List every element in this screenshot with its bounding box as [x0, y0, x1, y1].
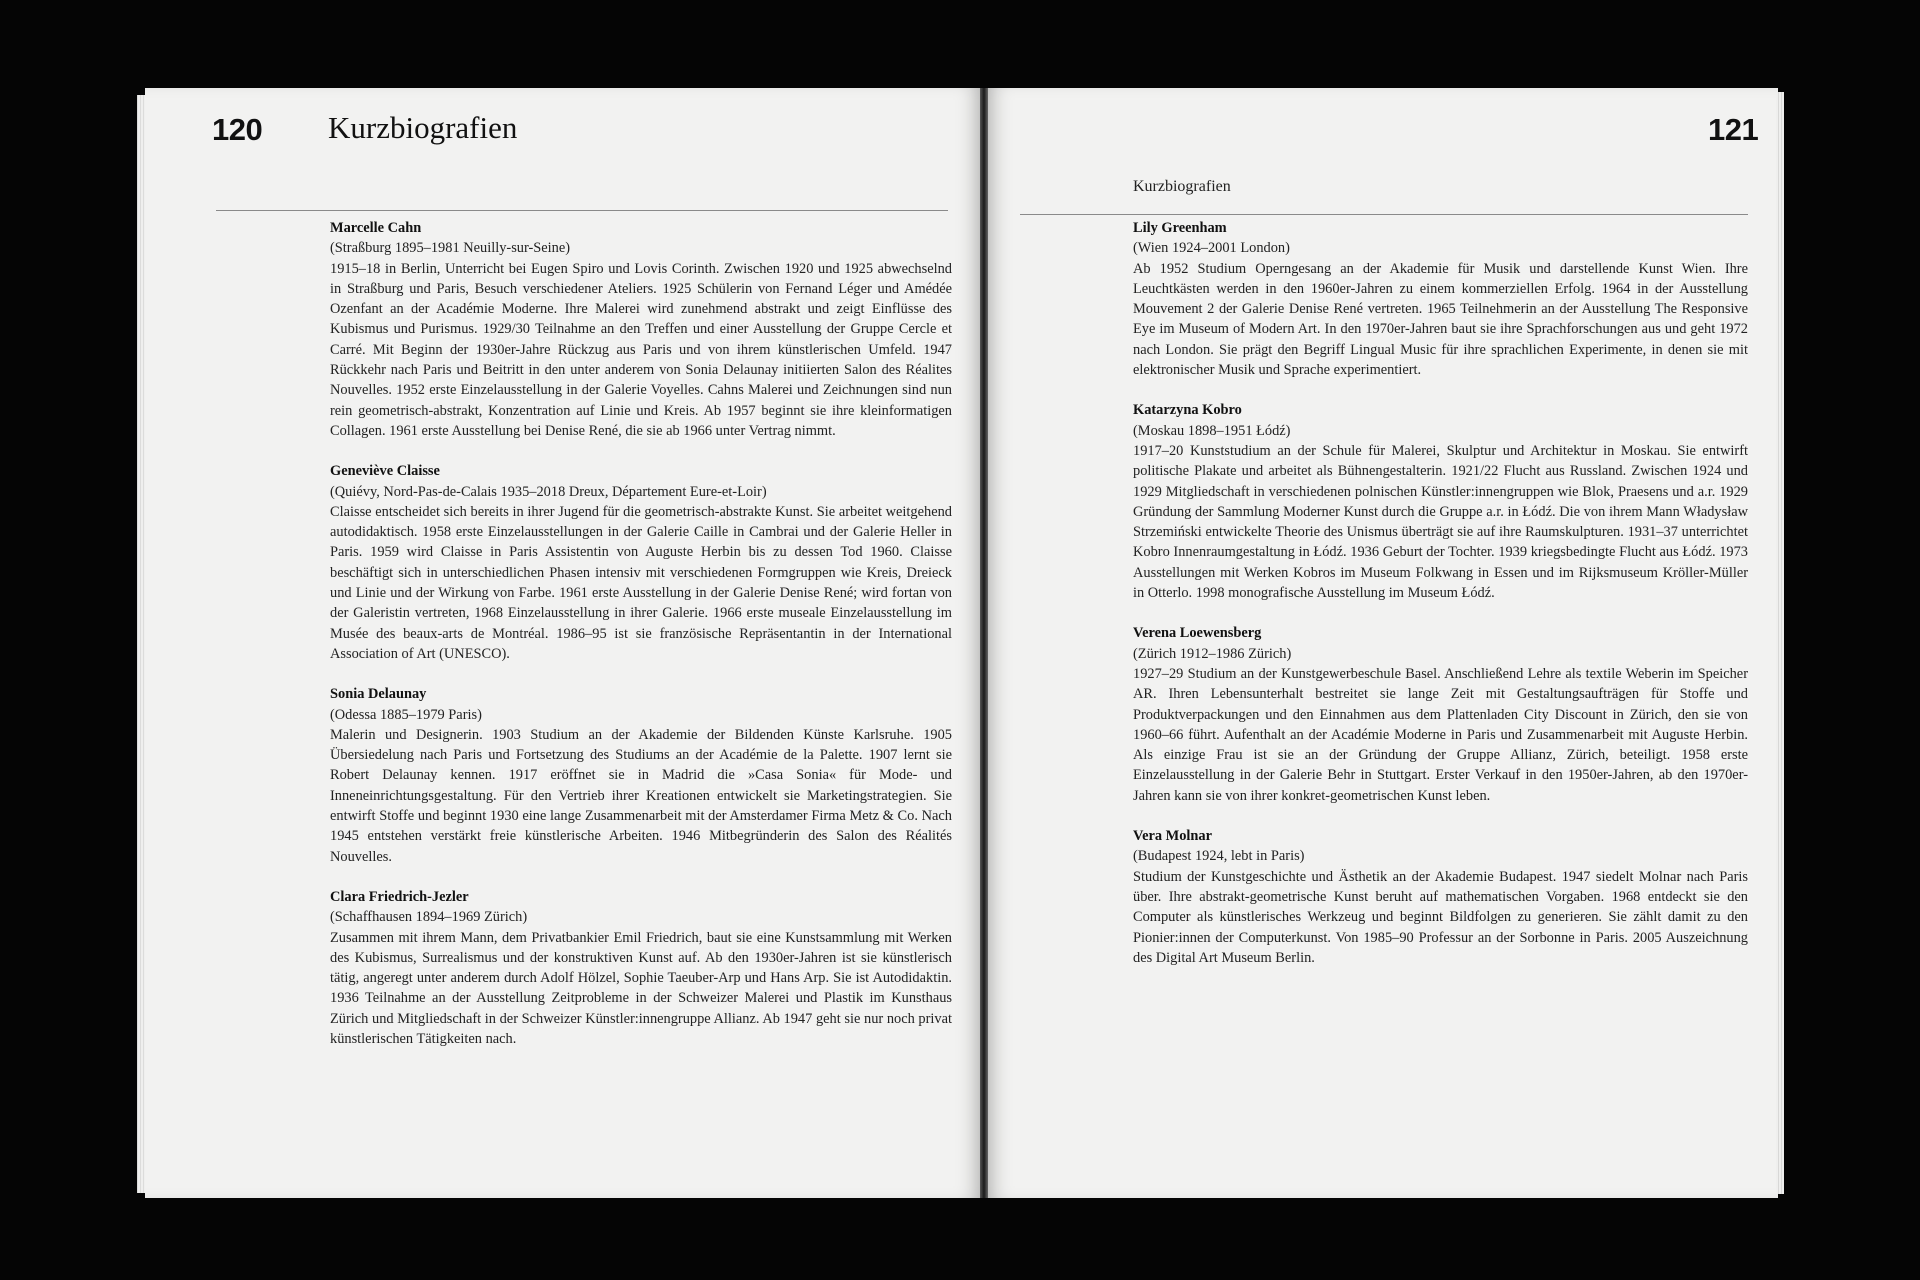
bio-entry-friedrich-jezler [330, 887, 952, 1049]
bio-text: Claisse entscheidet sich bereits in ihrer Jugend für die geometrisch-abstrakte Kunst. Sie arbeitet weitgehend autodidaktisch. 1958 erste Einzelausstellungen in der Galerie Caille in Cambrai und der Galerie Heller in Paris. 1959 wird Claisse in Paris Assistentin von Auguste Herbin bis zu dessen Tod 1960. Claisse beschäftigt sich in unterschiedlichen Phasen intensiv mit verschiedenen Formgruppen wie Kreis, Dreieck und Linie und der Wirkung von Farbe. 1961 erste Ausstellung in der Galerie Denise René; wird fortan von der Galeristin vertreten, 1968 Einzelausstellung in ihrer Galerie. 1966 erste museale Einzelausstellung im Musée des beaux-arts de Montréal. 1986–95 ist sie französische Repräsentantin in der International Association of Art (UNESCO). [330, 503, 952, 662]
page-number-left: 120 [212, 112, 263, 147]
bio-text: Studium der Kunstgeschichte und Ästhetik an der Akademie Budapest. 1947 siedelt Molnar nach Paris über. Ihre abstrakt-geometrische Kunst beruht auf mathematischen Vorgaben. 1968 entdeckt sie den Computer als künstlerisches Werkzeug und beginnt Bildfolgen zu generieren. Sie zählt damit zu den Pionier:innen der Computerkunst. Von 1985–90 Professur an der Sorbonne in Paris. 2005 Auszeichnung des Digital Art Museum Berlin. [1133, 868, 1748, 966]
bio-name: Katarzyna Kobro [1133, 402, 1242, 419]
right-text-column [1133, 218, 1748, 988]
bio-name: Geneviève Claisse [330, 463, 440, 480]
header-rule-left [216, 210, 948, 211]
running-head: Kurzbiografien [1133, 178, 1231, 195]
page-number-right: 121 [1708, 112, 1759, 147]
bio-entry-greenham [1133, 218, 1748, 380]
bio-entry-loewensberg [1133, 623, 1748, 806]
page-stack-edge-right [1776, 92, 1784, 1194]
bio-name: Marcelle Cahn [330, 220, 422, 236]
bio-name: Lily Greenham [1133, 220, 1227, 236]
bio-dates: (Budapest 1924, lebt in Paris) [1133, 848, 1305, 865]
bio-text: Malerin und Designerin. 1903 Studium an der Akademie der Bildenden Künste Karlsruhe. 1905 Übersiedelung nach Paris und Fortsetzung des Studiums an der Académie de la Palette. 1907 lernt sie Robert Delaunay kennen. 1917 eröffnet sie in Madrid die »Casa Sonia« für Mode- und Inneneinrichtungsgestaltung. Für den Vertrieb ihrer Kreationen entwickelt sie Marketingstrategien. Sie entwirft Stoffe und beginnt 1930 eine lange Zusammenarbeit mit der Amsterdamer Firma Metz & Co. Nach 1945 entstehen verstärkt freie künstlerische Arbeiten. 1946 Mitbegründerin des Salon des Réalités Nouvelles. [330, 726, 952, 865]
bio-text: Zusammen mit ihrem Mann, dem Privatbankier Emil Friedrich, baut sie eine Kunstsammlung mit Werken des Kubismus, Surrealismus und der konstruktiven Kunst auf. Ab den 1930er-Jahren ist sie künstlerisch tätig, angeregt unter anderem durch Adolf Hölzel, Sophie Taeuber-Arp und Hans Arp. Sie ist Autodidaktin. 1936 Teilnahme an der Ausstellung Zeitprobleme in der Schweizer Malerei und Plastik im Kunsthaus Zürich und Mitgliedschaft in der Schweizer Künstler:innengruppe Allianz. Ab 1947 geht sie nur noch privat künstlerischen Tätigkeiten nach. [330, 929, 952, 1047]
bio-dates: (Odessa 1885–1979 Paris) [330, 706, 482, 723]
book-gutter [980, 88, 988, 1198]
bio-name: Vera Molnar [1133, 828, 1213, 845]
header-rule-right [1020, 214, 1748, 215]
bio-dates: (Moskau 1898–1951 Łódź) [1133, 422, 1291, 439]
bio-entry-delaunay [330, 684, 952, 867]
bio-entry-cahn [330, 218, 952, 441]
bio-dates: (Straßburg 1895–1981 Neuilly-sur-Seine) [330, 240, 571, 257]
bio-dates: (Quiévy, Nord-Pas-de-Calais 1935–2018 Dreux, Département Eure-et-Loir) [330, 483, 767, 500]
bio-dates: (Zürich 1912–1986 Zürich) [1133, 645, 1292, 662]
bio-dates: (Wien 1924–2001 London) [1133, 240, 1290, 257]
bio-text: 1915–18 in Berlin, Unterricht bei Eugen Spiro und Lovis Corinth. Zwischen 1920 und 1925 abwechselnd in Straßburg und Paris, Besuch verschiedener Ateliers. 1925 Schülerin von Fernand Léger und Amédée Ozenfant an der Académie Moderne. Ihre Malerei wird zunehmend abstrakt und zeigt Einflüsse des Kubismus und Purismus. 1929/30 Teilnahme an den Treffen und einer Ausstellung der Gruppe Cercle et Carré. Mit Beginn der 1930er-Jahre Rückzug aus Paris und von ihrem künstlerischen Umfeld. 1947 Rückkehr nach Paris und Beitritt in den unter anderem von Sonia Delaunay initiierten Salon des Réalites Nouvelles. 1952 erste Einzelausstellung in der Galerie Voyelles. Cahns Malerei und Zeichnungen sind nun rein geometrisch-abstrakt, Konzentration auf Linie und Kreis. Ab 1957 beginnt sie ihre kleinformatigen Collagen. 1961 erste Ausstellung bei Denise René, die sie ab 1966 unter Vertrag nimmt. [330, 260, 952, 439]
bio-text: 1917–20 Kunststudium an der Schule für Malerei, Skulptur und Architektur in Moskau. Sie entwirft politische Plakate und arbeitet als Bühnengestalterin. 1921/22 Flucht aus Russland. Zwischen 1924 und 1929 Mitgliedschaft in verschiedenen polnischen Künstler:innengruppen wie Blok, Praesens und a.r. 1929 Gründung der Sammlung Moderner Kunst durch die Gruppe a.r. in Łódź. Die von ihrem Mann Władysław Strzemiński entwickelte Theorie des Unismus überträgt sie auf ihre Raumskulpturen. 1931–37 unterrichtet Kobro Innenraumgestaltung in Łódź. 1936 Geburt der Tochter. 1939 kriegsbedingte Flucht aus Łódź. 1973 Ausstellungen mit Werken Kobros im Museum Folkwang in Essen und im Rijksmuseum Kröller-Müller in Otterlo. 1998 monografische Ausstellung im Museum Łódź. [1133, 442, 1748, 602]
bio-entry-claisse [330, 461, 952, 664]
bio-entry-kobro [1133, 400, 1748, 603]
bio-text: 1927–29 Studium an der Kunstgewerbeschule Basel. Anschließend Lehre als textile Weberin im Speicher AR. Ihren Lebensunterhalt bestreitet sie lange Zeit mit Gestaltungsaufträgen für Stoffe und Produktverpackungen und den Einnahmen aus dem Plattenladen City Discount in Zürich, den sie von 1960–66 führt. Aufenthalt an der Académie Moderne in Paris und Zusammenarbeit mit Auguste Herbin. Als einzige Frau ist sie an der Gründung der Gruppe Allianz, Zürich, beteiligt. 1958 erste Einzelausstellung in der Galerie Behr in Stuttgart. Erster Verkauf in den 1950er-Jahren, ab den 1970er-Jahren kann sie von ihrer konkret-geometrischen Kunst leben. [1133, 665, 1748, 804]
left-text-column [330, 218, 952, 1069]
bio-name: Clara Friedrich-Jezler [330, 888, 469, 905]
bio-entry-molnar [1133, 826, 1748, 968]
bio-dates: (Schaffhausen 1894–1969 Zürich) [330, 909, 528, 926]
bio-name: Verena Loewensberg [1133, 625, 1262, 642]
bio-name: Sonia Delaunay [330, 686, 427, 703]
page-title: Kurzbiografien [328, 110, 518, 145]
bio-text: Ab 1952 Studium Operngesang an der Akademie für Musik und darstellende Kunst Wien. Ihre Leuchtkästen werden in den 1960er-Jahren zu einem kommerziellen Erfolg. 1964 in der Ausstellung Mouvement 2 der Galerie Denise René vertreten. 1965 Teilnehmerin an der Ausstellung The Responsive Eye im Museum of Modern Art. In den 1970er-Jahren baut sie ihre Sprachforschungen aus und geht 1972 nach London. Sie prägt den Begriff Lingual Music für ihre sprachlichen Experimente, in denen sie mit elektronischer Musik und Sprache experimentiert. [1133, 260, 1748, 379]
